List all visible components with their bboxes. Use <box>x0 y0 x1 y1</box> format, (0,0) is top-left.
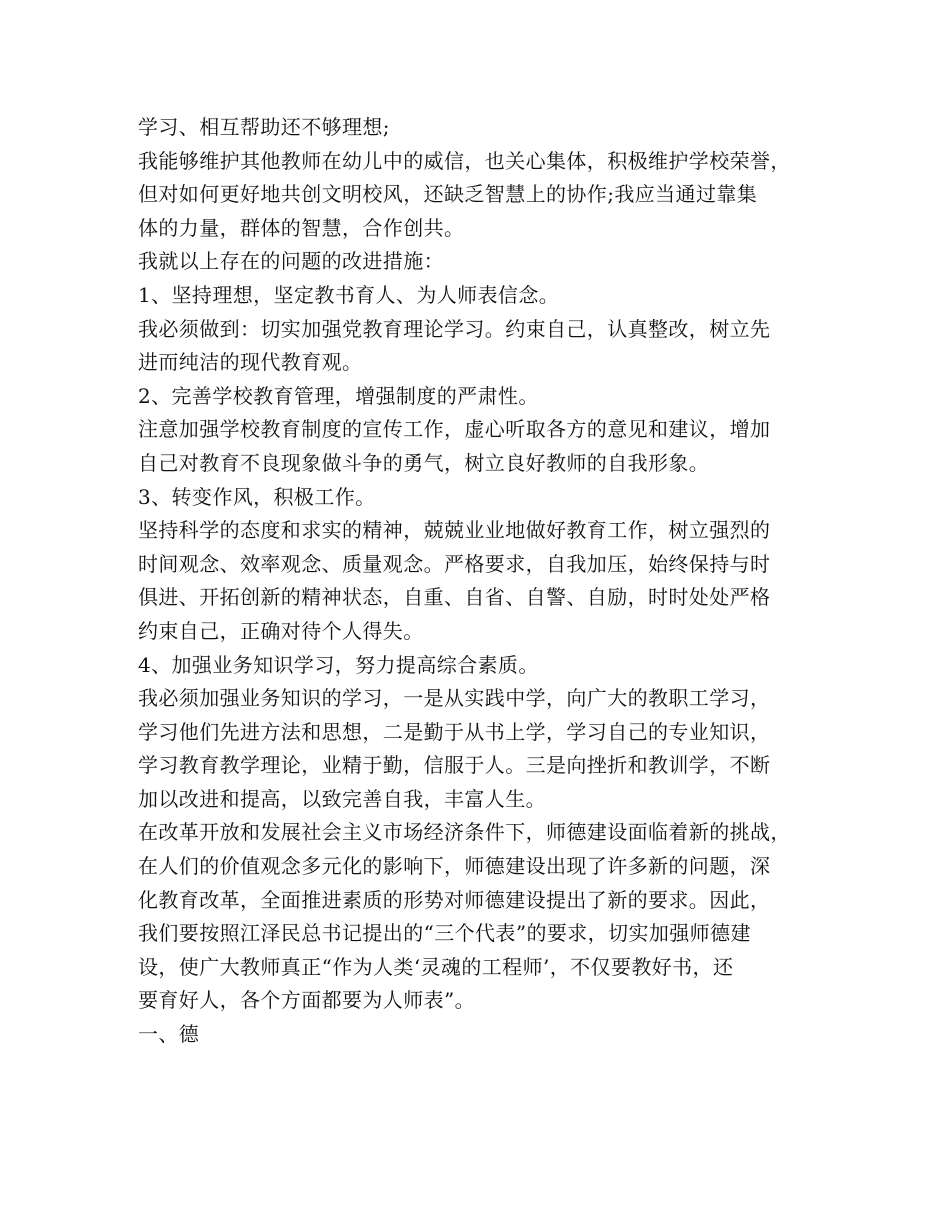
text-line: 俱进、开拓创新的精神状态，自重、自省、自警、自励，时时处处严格 <box>138 585 771 610</box>
text-line: 坚持科学的态度和求实的精神，兢兢业业地做好教育工作，树立强烈的 <box>138 518 771 543</box>
text-line: 我必须加强业务知识的学习，一是从实践中学，向广大的教职工学习， <box>138 686 771 711</box>
text-line: 我能够维护其他教师在幼儿中的威信，也关心集体，积极维护学校荣誉， <box>138 148 791 173</box>
text-line: 自己对教育不良现象做斗争的勇气，树立良好教师的自我形象。 <box>138 450 710 475</box>
list-item-heading: 1、坚持理想，坚定教书育人、为人师表信念。 <box>138 282 560 307</box>
text-line: 要育好人，各个方面都要为人师表”。 <box>138 988 476 1013</box>
text-line: 学习教育教学理论，业精于勤，信服于人。三是向挫折和教训学，不断 <box>138 753 771 778</box>
text-line: 我就以上存在的问题的改进措施： <box>138 249 444 274</box>
text-line: 注意加强学校教育制度的宣传工作，虚心听取各方的意见和建议，增加 <box>138 417 771 442</box>
text-line: 在人们的价值观念多元化的影响下，师德建设出现了许多新的问题，深 <box>138 854 771 879</box>
text-line: 设，使广大教师真正“作为人类‘灵魂的工程师’，不仅要教好书，还 <box>138 954 734 979</box>
text-line: 我们要按照江泽民总书记提出的“三个代表”的要求，切实加强师德建 <box>138 921 751 946</box>
text-line: 学习、相互帮助还不够理想; <box>138 115 390 139</box>
text-line: 在改革开放和发展社会主义市场经济条件下，师德建设面临着新的挑战， <box>138 820 791 845</box>
section-heading: 一、德 <box>138 1022 200 1047</box>
text-line: 加以改进和提高，以致完善自我，丰富人生。 <box>138 786 546 811</box>
document-body <box>138 111 828 1052</box>
text-line: 进而纯洁的现代教育观。 <box>138 350 363 375</box>
text-line: 我必须做到：切实加强党教育理论学习。约束自己，认真整改，树立先 <box>138 316 771 341</box>
list-item-heading: 4、加强业务知识学习，努力提高综合素质。 <box>138 652 539 677</box>
text-line: 但对如何更好地共创文明校风，还缺乏智慧上的协作;我应当通过靠集 <box>138 182 758 207</box>
text-line: 化教育改革，全面推进素质的形势对师德建设提出了新的要求。因此， <box>138 887 771 912</box>
text-line: 时间观念、效率观念、质量观念。严格要求，自我加压，始终保持与时 <box>138 551 771 576</box>
text-line: 体的力量，群体的智慧，合作创共。 <box>138 215 465 240</box>
text-line: 学习他们先进方法和思想，二是勤于从书上学，学习自己的专业知识， <box>138 719 771 744</box>
list-item-heading: 3、转变作风，积极工作。 <box>138 484 376 509</box>
text-line: 约束自己，正确对待个人得失。 <box>138 618 424 643</box>
list-item-heading: 2、完善学校教育管理，增强制度的严肃性。 <box>138 383 539 408</box>
